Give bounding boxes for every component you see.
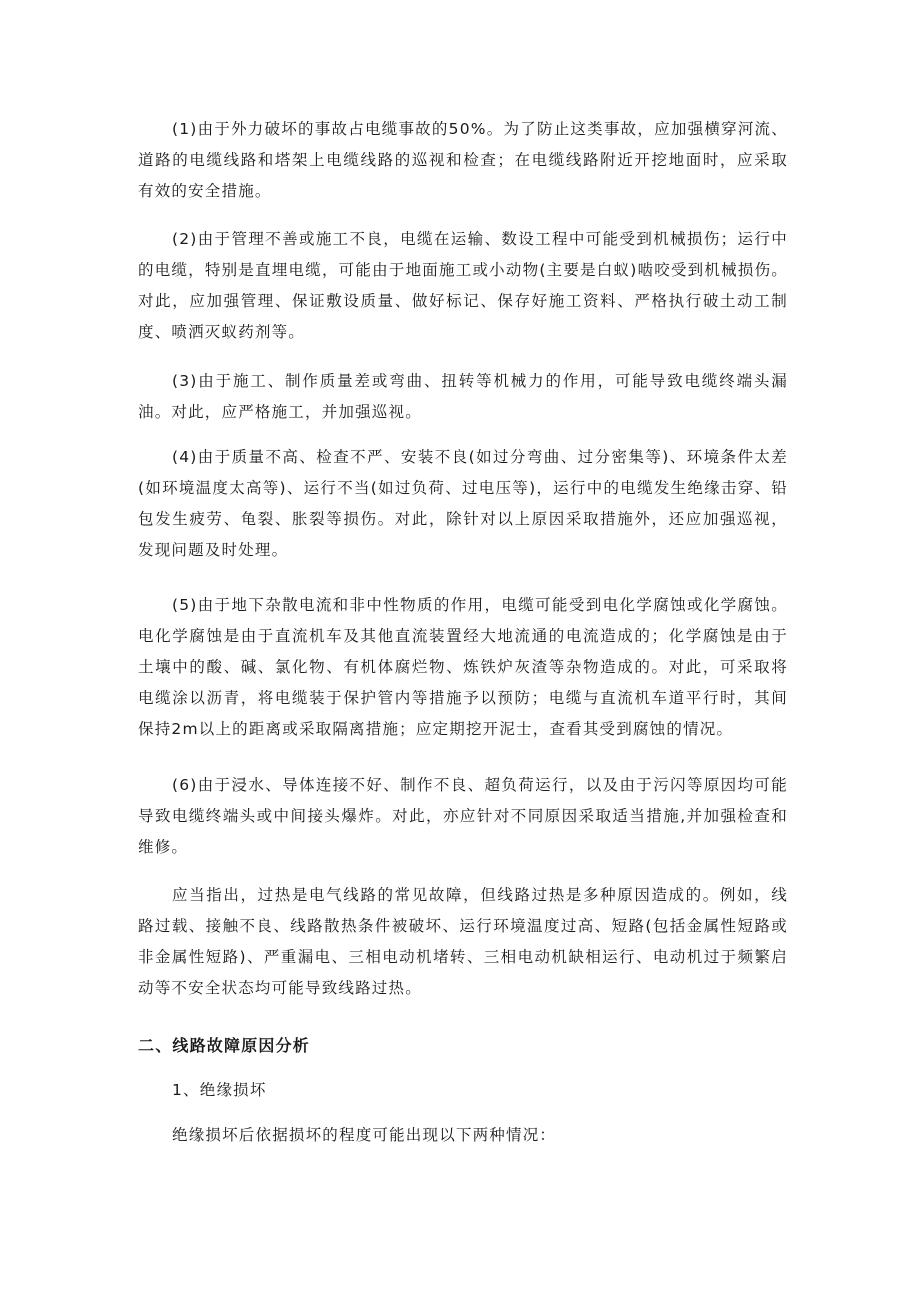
section-heading: 二、线路故障原因分析 bbox=[138, 1036, 311, 1055]
paragraph-overheating: 应当指出，过热是电气线路的常见故障，但线路过热是多种原因造成的。例如，线路过载、接触不良、线路散热条件被破坏、运行环境温度过高、短路(包括金属性短路或非金属性短路)、严重漏电、三相电动机堵转、三相电动机缺相运行、电动机过于频繁启动等不安全状态均可能导致线路过热。 bbox=[138, 886, 788, 997]
subsection-heading: 1、绝缘损坏 bbox=[172, 1081, 267, 1099]
paragraph-insulation-breakdown: (4)由于质量不高、检查不严、安装不良(如过分弯曲、过分密集等)、环境条件太差(如环境温度太高等)、运行不当(如过负荷、过电压等)，运行中的电缆发生绝缘击穿、铅包发生疲劳、龟裂、胀裂等损伤。对此，除针对以上原因采取措施外，还应加强巡视，发现问题及时处理。 bbox=[138, 448, 788, 559]
paragraph-insulation-intro: 绝缘损坏后依据损坏的程度可能出现以下两种情况： bbox=[172, 1126, 557, 1144]
paragraph-mechanical-damage: (2)由于管理不善或施工不良，电缆在运输、数设工程中可能受到机械损伤；运行中的电缆，特别是直埋电缆，可能由于地面施工或小动物(主要是白蚁)啮咬受到机械损伤。对此，应加强管理、保证敷设质量、做好标记、保存好施工资料、严格执行破土动工制度、喷洒灭蚁药剂等。 bbox=[138, 230, 788, 341]
paragraph-external-damage: (1)由于外力破坏的事故占电缆事故的50%。为了防止这类事故，应加强横穿河流、道路的电缆线路和塔架上电缆线路的巡视和检查；在电缆线路附近开挖地面时，应采取有效的安全措施。 bbox=[138, 120, 788, 200]
paragraph-oil-leak: (3)由于施工、制作质量差或弯曲、扭转等机械力的作用，可能导致电缆终端头漏油。对此，应严格施工，并加强巡视。 bbox=[138, 372, 788, 421]
paragraph-explosion: (6)由于浸水、导体连接不好、制作不良、超负荷运行，以及由于污闪等原因均可能导致电缆终端头或中间接头爆炸。对此，亦应针对不同原因采取适当措施,并加强检查和维修。 bbox=[138, 776, 788, 856]
paragraph-corrosion: (5)由于地下杂散电流和非中性物质的作用，电缆可能受到电化学腐蚀或化学腐蚀。电化学腐蚀是由于直流机车及其他直流装置经大地流通的电流造成的；化学腐蚀是由于土壤中的酸、碱、氯化物、有机体腐烂物、炼铁炉灰渣等杂物造成的。对此，可采取将电缆涂以沥青，将电缆装于保护管内等措施予以预防；电缆与直流机车道平行时，其间保持2m以上的距离或采取隔离措施；应定期挖开泥士，查看其受到腐蚀的情况。 bbox=[138, 596, 788, 738]
